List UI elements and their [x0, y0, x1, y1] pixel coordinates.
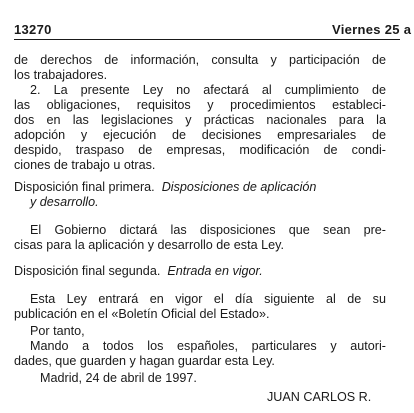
text-line: despido, traspaso de empresas, modificación de condi- — [14, 143, 386, 157]
heading-title: Disposiciones de aplicación — [161, 180, 317, 194]
page-number: 13270 — [14, 22, 52, 37]
text-line: cisas para la aplicación y desarrollo de esta Ley. — [14, 238, 284, 252]
text-line: dades, que guarden y hagan guardar esta Ley. — [14, 354, 275, 368]
paragraph-2 — [14, 83, 386, 173]
disposicion-final-segunda-heading — [14, 264, 386, 279]
text-line: Mando a todos los españoles, particulares y autori- — [30, 339, 386, 353]
text-line: 2. La presente Ley no afectará al cumplimiento de — [30, 83, 386, 97]
closing-formula — [14, 324, 386, 369]
disposicion-final-primera-heading — [14, 180, 386, 210]
header-date: Viernes 25 a — [332, 22, 412, 37]
disposicion-final-primera-text — [14, 223, 386, 253]
text-line: publicación en el «Boletín Oficial del Estado». — [14, 307, 270, 321]
text-line: dos en las legislaciones y prácticas nacionales para la — [14, 113, 386, 127]
heading-label: Disposición final segunda. — [14, 264, 161, 278]
heading-title: Entrada en vigor. — [167, 264, 263, 278]
page-header — [14, 22, 414, 40]
heading-title-continuation: y desarrollo. — [30, 195, 99, 209]
text-line: El Gobierno dictará las disposiciones que sean pre- — [30, 223, 386, 237]
signature: JUAN CARLOS R. — [267, 390, 372, 404]
text-line: Esta Ley entrará en vigor el día siguiente al de su — [30, 292, 386, 306]
text-line: ciones de trabajo u otras. — [14, 158, 156, 172]
text-line: los trabajadores. — [14, 68, 108, 82]
place-date: Madrid, 24 de abril de 1997. — [40, 371, 197, 385]
paragraph-1 — [14, 53, 386, 83]
text-line: de derechos de información, consulta y participación de — [14, 53, 386, 67]
text-line: adopción y ejecución de decisiones empresariales de — [14, 128, 386, 142]
heading-label: Disposición final primera. — [14, 180, 155, 194]
text-line: las obligaciones, requisitos y procedimientos estableci- — [14, 98, 386, 112]
closing-text: Por tanto, — [30, 324, 85, 338]
disposicion-final-segunda-text — [14, 292, 386, 322]
header-rule — [14, 39, 400, 40]
